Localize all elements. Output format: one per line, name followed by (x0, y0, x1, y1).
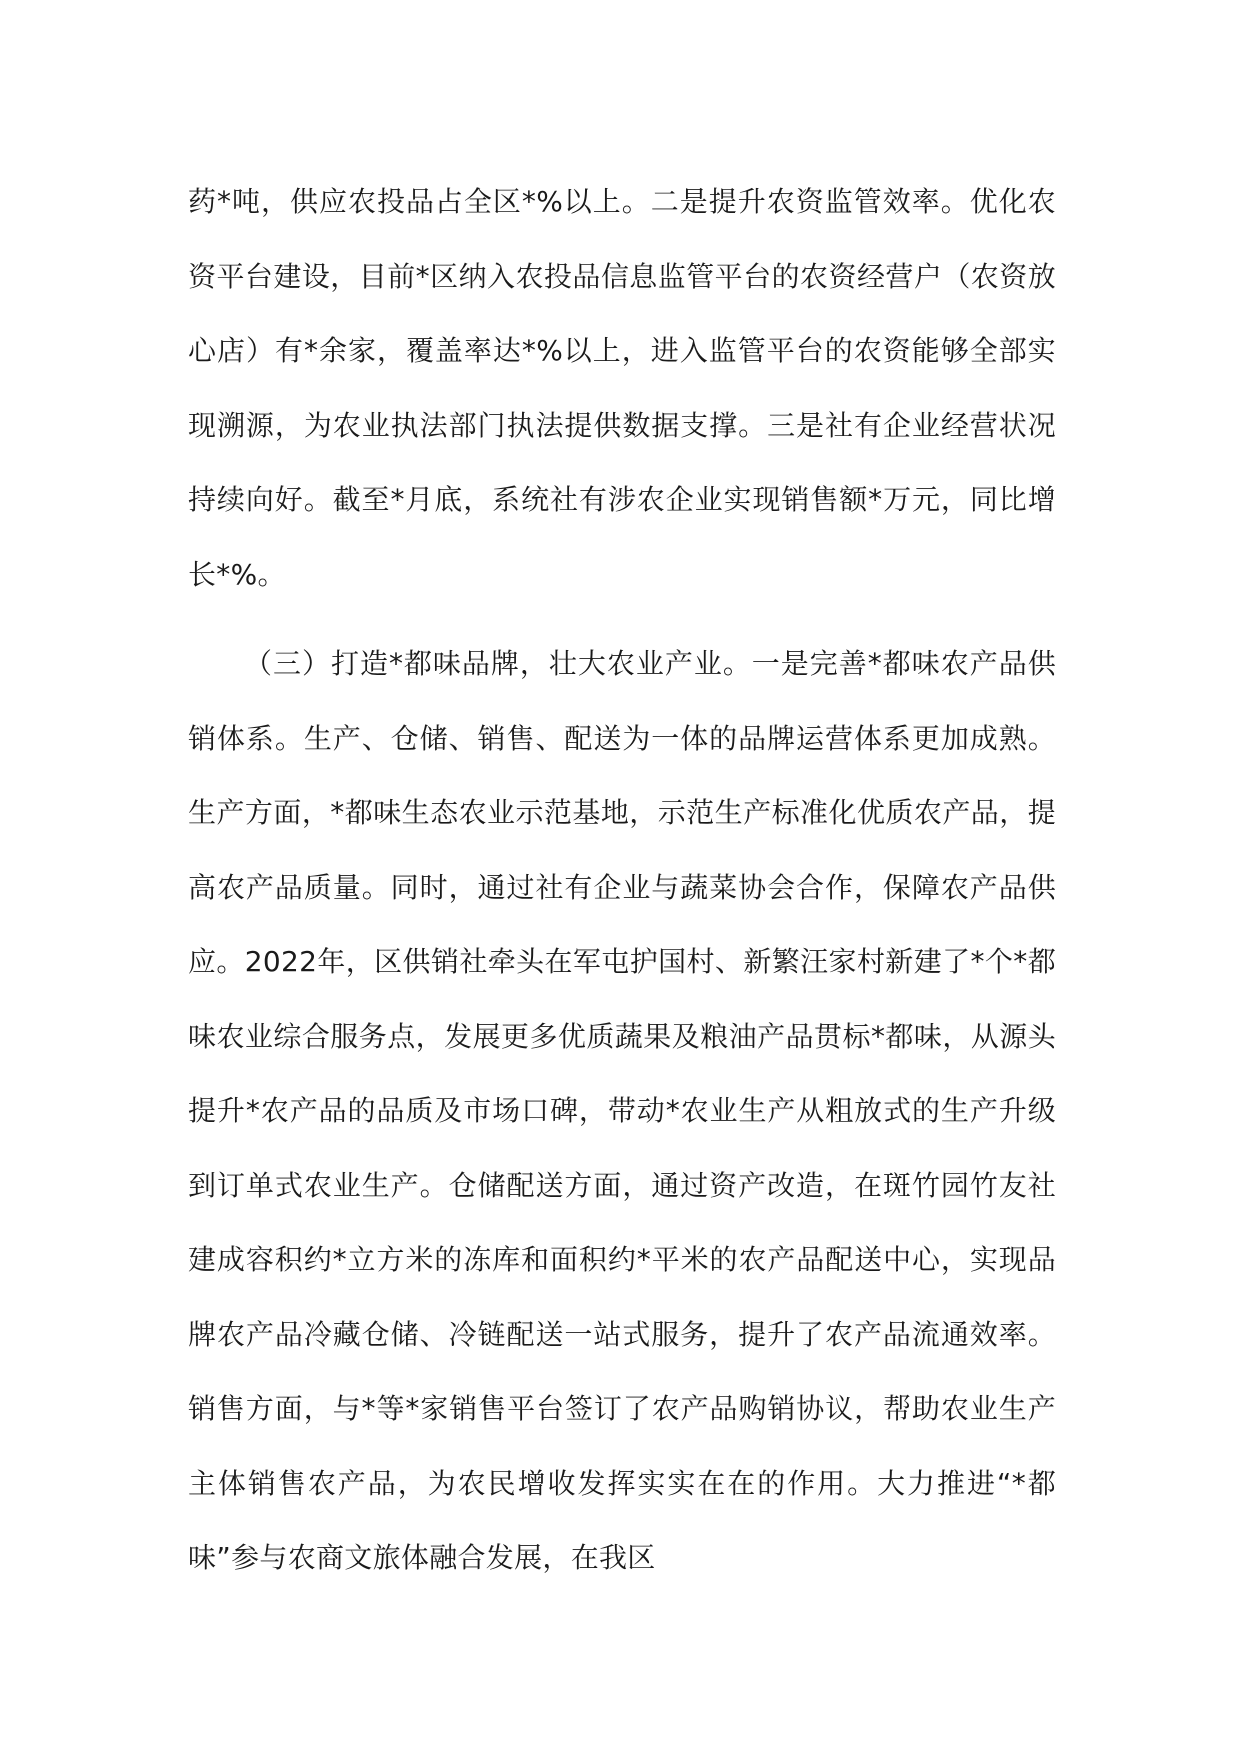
paragraph-section-three (188, 627, 1056, 1596)
paragraph-text: （三）打造*都味品牌，壮大农业产业。一是完善*都味农产品供销体系。生产、仓储、销售、配送为一体的品牌运营体系更加成熟。生产方面，*都味生态农业示范基地，示范生产标准化优质农产品，提高农产品质量。同时，通过社有企业与蔬菜协会合作，保障农产品供应。2022年，区供销社牵头在军屯护国村、新繁汪家村新建了*个*都味农业综合服务点，发展更多优质蔬果及粮油产品贯标*都味，从源头提升*农产品的品质及市场口碑，带动*农业生产从粗放式的生产升级到订单式农业生产。仓储配送方面，通过资产改造，在斑竹园竹友社建成容积约*立方米的冻库和面积约*平米的农产品配送中心，实现品牌农产品冷藏仓储、冷链配送一站式服务，提升了农产品流通效率。销售方面，与*等*家销售平台签订了农产品购销协议，帮助农业生产主体销售农产品，为农民增收发挥实实在在的作用。大力推进“*都味”参与农商文旅体融合发展，在我区 (188, 647, 1056, 1574)
paragraph-continued (188, 165, 1056, 612)
paragraph-text: 药*吨，供应农投品占全区*%以上。二是提升农资监管效率。优化农资平台建设，目前*区纳入农投品信息监管平台的农资经营户（农资放心店）有*余家，覆盖率达*%以上，进入监管平台的农资能够全部实现溯源，为农业执法部门执法提供数据支撑。三是社有企业经营状况持续向好。截至*月底，系统社有涉农企业实现销售额*万元，同比增长*%。 (188, 185, 1056, 591)
